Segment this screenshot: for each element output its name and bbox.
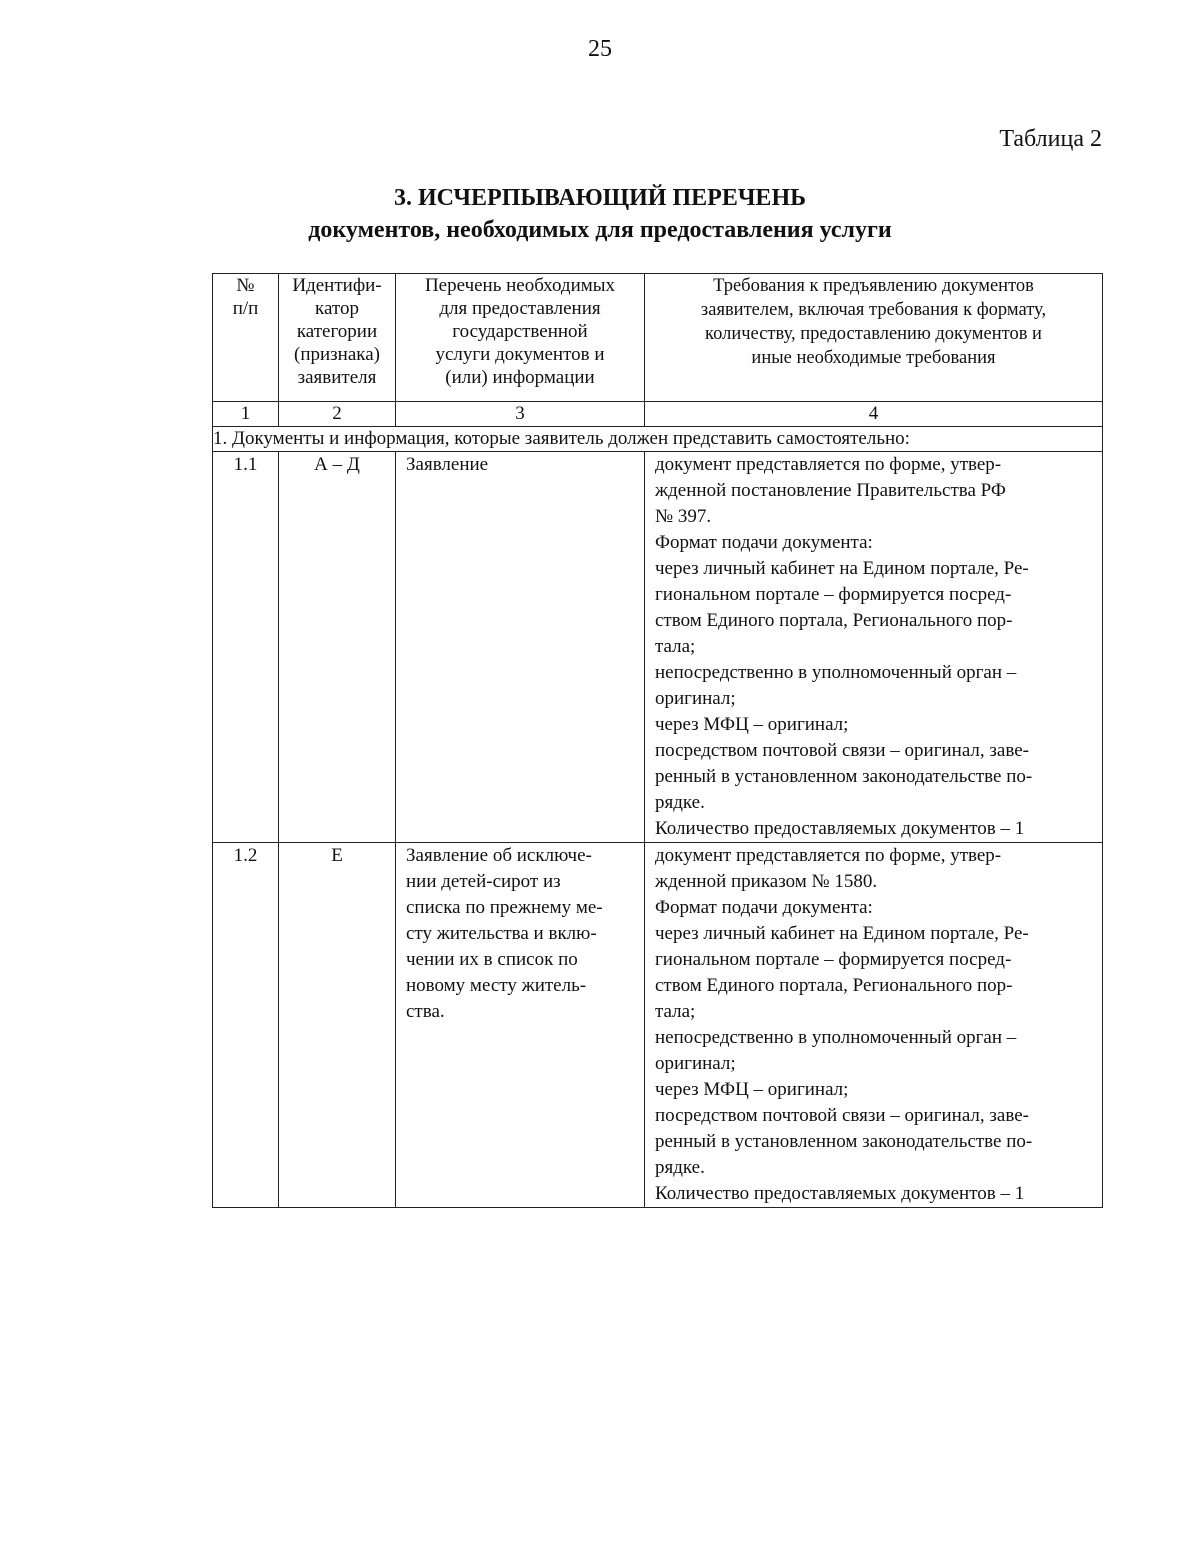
table-row — [213, 452, 1103, 843]
header-col-number: № п/п — [213, 274, 279, 402]
header-col-category: Идентифи- катор категории (признака) заявителя — [279, 274, 396, 402]
table-header-row — [213, 274, 1103, 402]
header-col-requirements: Требования к предъявлению документов заявителем, включая требования к формату, количеству, предоставлению документов и иные необходимые требования — [645, 274, 1103, 402]
table-row — [213, 843, 1103, 1208]
column-number: 4 — [645, 402, 1103, 427]
row-document: Заявление об исключе- нии детей-сирот из списка по прежнему ме- сту жительства и вклю- чении их в список по новому месту житель- ства. — [396, 843, 645, 1208]
title-line-1: 3. ИСЧЕРПЫВАЮЩИЙ ПЕРЕЧЕНЬ — [394, 185, 806, 211]
page-number: 25 — [588, 36, 612, 62]
column-number: 2 — [279, 402, 396, 427]
row-requirements: документ представляется по форме, утвер- жденной постановление Правительства РФ № 397. Формат подачи документа: через личный кабинет на Едином портале, Ре- гиональном портале – формируется посред- ством Единого портала, Регионального пор- тала; непосредственно в уполномоченный орган – оригинал; через МФЦ – оригинал; посредством почтовой связи – оригинал, заве- ренный в установленном законодательстве по- рядке. Количество предоставляемых документов – 1 — [645, 452, 1103, 843]
section-heading: 1. Документы и информация, которые заявитель должен представить самостоятельно: — [213, 427, 1103, 452]
document-title — [0, 182, 1200, 246]
row-requirements: документ представляется по форме, утвер- жденной приказом № 1580. Формат подачи документа: через личный кабинет на Едином портале, Ре- гиональном портале – формируется посред- ством Единого портала, Регионального пор- тала; непосредственно в уполномоченный орган – оригинал; через МФЦ – оригинал; посредством почтовой связи – оригинал, заве- ренный в установленном законодательстве по- рядке. Количество предоставляемых документов – 1 — [645, 843, 1103, 1208]
documents-table — [212, 273, 1103, 1208]
row-category: А – Д — [279, 452, 396, 843]
section-heading-row — [213, 427, 1103, 452]
column-number: 3 — [396, 402, 645, 427]
title-line-2: документов, необходимых для предоставления услуги — [308, 217, 892, 243]
column-number: 1 — [213, 402, 279, 427]
row-category: Е — [279, 843, 396, 1208]
row-number: 1.1 — [213, 452, 279, 843]
row-document: Заявление — [396, 452, 645, 843]
row-number: 1.2 — [213, 843, 279, 1208]
header-col-documents: Перечень необходимых для предоставления государственной услуги документов и (или) информации — [396, 274, 645, 402]
table-label: Таблица 2 — [999, 126, 1102, 152]
column-numbers-row — [213, 402, 1103, 427]
